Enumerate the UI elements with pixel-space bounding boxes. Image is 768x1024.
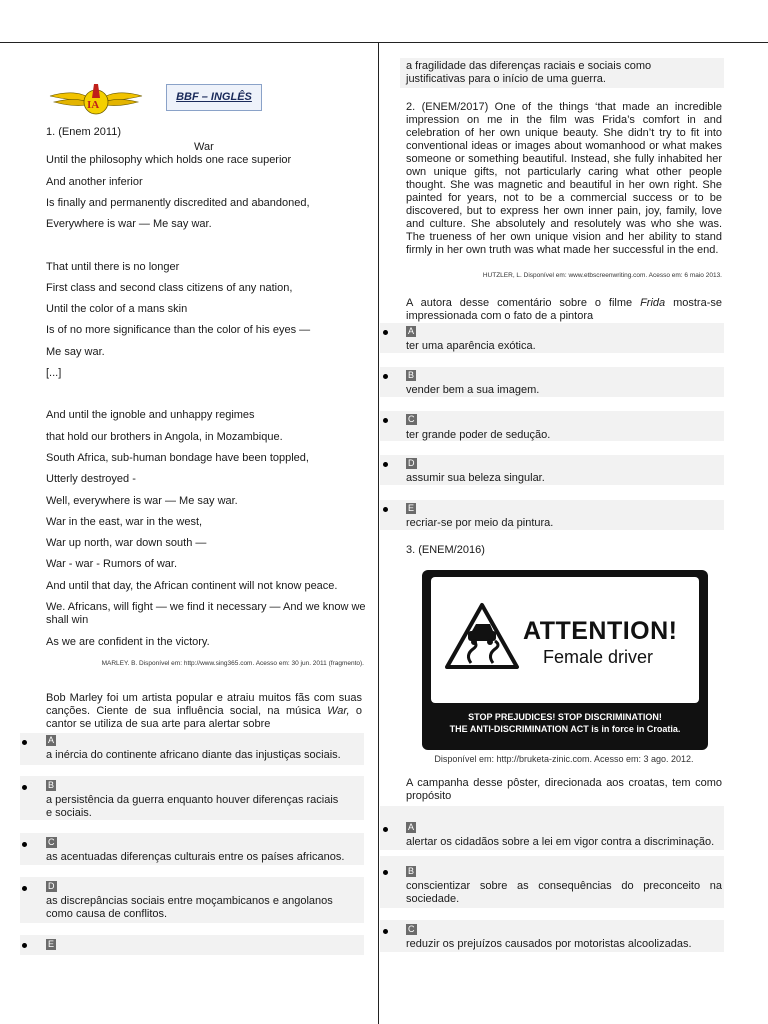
bullet-icon xyxy=(22,943,27,948)
column-divider xyxy=(378,42,379,1024)
option-text: a fragilidade das diferenças raciais e sociais como justificativas para o início de uma guerra. xyxy=(406,60,652,85)
poster-panel xyxy=(431,577,699,703)
bullet-icon xyxy=(383,330,388,335)
option-text: alertar os cidadãos sobre a lei em vigor contra a discriminação. xyxy=(406,836,715,848)
question-3-source: Disponível em: http://bruketa-zinic.com. Acesso em: 3 ago. 2012. xyxy=(434,754,694,764)
option-letter: D xyxy=(408,458,415,468)
bullet-icon xyxy=(383,507,388,512)
option-text: reduzir os prejuízos causados por motoristas alcoolizadas. xyxy=(406,938,692,950)
option-text: assumir sua beleza singular. xyxy=(406,472,545,484)
poem-line: That until there is no longer xyxy=(46,261,180,273)
poem-line: Is of no more significance than the color of his eyes — xyxy=(46,324,311,336)
bullet-icon xyxy=(383,418,388,423)
poem-line: Until the philosophy which holds one race superior xyxy=(46,154,292,166)
option-letter: A xyxy=(408,326,415,336)
ita-logo-icon xyxy=(48,80,144,120)
poem-line: Until the color of a mans skin xyxy=(46,303,188,315)
question-1-stem: Bob Marley foi um artista popular e atraiu muitos fãs com suas canções. Ciente de sua influência social, na música War, o cantor se utiliza de sua arte para alertar sobre xyxy=(46,692,362,730)
poster-headline: ATTENTION! xyxy=(523,617,678,645)
bullet-icon xyxy=(22,785,27,790)
option-letter: B xyxy=(408,370,415,380)
poem-line: South Africa, sub-human bondage have been toppled, xyxy=(46,452,309,464)
poster-line-1: STOP PREJUDICES! STOP DISCRIMINATION! xyxy=(468,712,662,722)
option-letter: C xyxy=(408,924,415,934)
question-3-stem: A campanha desse pôster, direcionada aos croatas, tem como propósito xyxy=(406,777,722,802)
option-text: recriar-se por meio da pintura. xyxy=(406,517,554,529)
bullet-icon xyxy=(383,374,388,379)
bullet-icon xyxy=(383,929,388,934)
option-letter: D xyxy=(48,881,55,891)
poem-line: And until that day, the African continent will not know peace. xyxy=(46,580,338,592)
poem-line: War in the east, war in the west, xyxy=(46,516,203,528)
bullet-icon xyxy=(22,886,27,891)
question-1-heading: 1. (Enem 2011) xyxy=(46,126,122,138)
option-letter: B xyxy=(48,780,55,790)
option-text: ter uma aparência exótica. xyxy=(406,340,536,352)
question-2-source: HUTZLER, L. Disponível em: www.etbscreenwriting.com. Acesso em: 6 maio 2013. xyxy=(482,272,722,279)
slippery-car-warning-icon xyxy=(443,601,521,673)
poem-line: War - war - Rumors of war. xyxy=(46,558,177,570)
bullet-icon xyxy=(383,870,388,875)
svg-text:IA: IA xyxy=(87,99,100,111)
option-text: as discrepâncias sociais entre moçambicanos e angolanos como causa de conflitos. xyxy=(46,895,333,920)
bullet-icon xyxy=(22,740,27,745)
poster-line-2: THE ANTI-DISCRIMINATION ACT is in force in Croatia. xyxy=(449,724,681,734)
question-3-heading: 3. (ENEM/2016) xyxy=(406,544,485,556)
option-letter: B xyxy=(408,866,415,876)
poster-subheadline: Female driver xyxy=(543,647,654,667)
top-rule xyxy=(0,42,768,43)
attention-poster xyxy=(422,570,708,750)
option-letter: E xyxy=(408,503,415,513)
poem-line: Utterly destroyed - xyxy=(46,473,136,485)
poem-title: War xyxy=(194,141,214,153)
option-letter: A xyxy=(408,822,415,832)
option-letter: A xyxy=(48,735,55,745)
question-1-source: MARLEY. B. Disponível em: http://www.sing365.com. Acesso em: 30 jun. 2011 (fragmento). xyxy=(101,660,364,667)
option-text: as acentuadas diferenças culturais entre os países africanos. xyxy=(46,851,345,863)
question-2-stem: A autora desse comentário sobre o filme Frida mostra-se impressionada com o fato de a pintora xyxy=(406,297,722,322)
poem-line: And another inferior xyxy=(46,176,143,188)
poem-line: Everywhere is war — Me say war. xyxy=(46,218,212,230)
option-text: a inércia do continente africano diante das injustiças sociais. xyxy=(46,749,341,761)
bullet-icon xyxy=(22,842,27,847)
page-title: BBF – INGLÊS xyxy=(166,84,262,111)
poem-line: Me say war. xyxy=(46,346,105,358)
option-letter: C xyxy=(408,414,415,424)
poem-line: As we are confident in the victory. xyxy=(46,636,210,648)
option-letter: E xyxy=(48,939,55,949)
poem-line: shall win xyxy=(46,614,89,626)
poem-line: War up north, war down south — xyxy=(46,537,207,549)
option-text: ter grande poder de sedução. xyxy=(406,429,551,441)
poem-line: We. Africans, will fight — we find it necessary — And we know we xyxy=(46,601,366,613)
option-text: a persistência da guerra enquanto houver diferenças raciais e sociais. xyxy=(46,794,339,819)
poem-line: First class and second class citizens of any nation, xyxy=(46,282,293,294)
poem-line: Is finally and permanently discredited and abandoned, xyxy=(46,197,310,209)
poem-line: that hold our brothers in Angola, in Mozambique. xyxy=(46,431,283,443)
poem-line: [...] xyxy=(46,367,62,379)
bullet-icon xyxy=(383,827,388,832)
option-text: conscientizar sobre as consequências do preconceito na sociedade. xyxy=(406,880,722,905)
poem-line: Well, everywhere is war — Me say war. xyxy=(46,495,238,507)
poem-line: And until the ignoble and unhappy regimes xyxy=(46,409,255,421)
question-2-passage: 2. (ENEM/2017) One of the things ‘that made an incredible impression on me in the film was Frida’s comfort in and celebration of her own unique beauty. She didn’t try to fit into conventional ideas or images about womanhood or what makes someone or something beautiful. Instead, she fully inhabited her own unique gifts, not particularly caring what other people thought. She was magnetic and beautiful in her own right. She painted for years, not to be a commercial success or to be discovered, but to express her own inner pain, joy, family, love and culture. She absolutely and resolutely was who she was. The trueness of her own unique vision and her ability to stand firmly in her own truth was what made her successful in the end. xyxy=(406,101,722,256)
option-text: vender bem a sua imagem. xyxy=(406,384,540,396)
option-letter: C xyxy=(48,837,55,847)
answer-option-e[interactable] xyxy=(20,935,364,955)
bullet-icon xyxy=(383,462,388,467)
